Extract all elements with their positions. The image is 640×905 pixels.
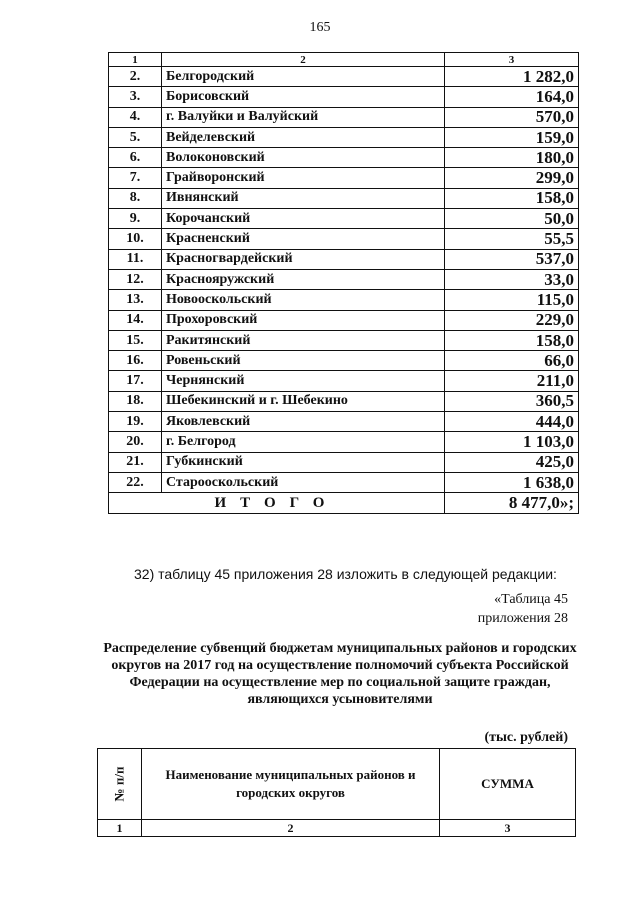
district-name: Старооскольский	[162, 472, 445, 492]
total-row	[109, 493, 579, 513]
section-title: Распределение субвенций бюджетам муниципальных районов и городских округов на 2017 год на осуществление полномочий субъекта Российской Федерации на осуществление мер по социальной защите граждан, являющихся усыновителями	[103, 641, 577, 707]
table-row	[109, 472, 579, 492]
table-row	[109, 67, 579, 87]
row-number: 22.	[109, 472, 162, 492]
district-name: Белгородский	[162, 67, 445, 87]
row-number: 3.	[109, 87, 162, 107]
district-name: Вейделевский	[162, 127, 445, 147]
row-number: 12.	[109, 269, 162, 289]
row-number: 2.	[109, 67, 162, 87]
amount-value: 425,0	[445, 452, 579, 472]
row-number: 17.	[109, 371, 162, 391]
units-label: (тыс. рублей)	[484, 730, 568, 745]
amount-value: 180,0	[445, 148, 579, 168]
table-row	[109, 310, 579, 330]
table-row	[109, 432, 579, 452]
district-name: Губкинский	[162, 452, 445, 472]
table-reference-appendix: приложения 28	[477, 611, 568, 626]
header-sum: СУММА	[440, 749, 576, 820]
amount-value: 537,0	[445, 249, 579, 269]
district-name: Борисовский	[162, 87, 445, 107]
district-name: Ракитянский	[162, 330, 445, 350]
row-number: 10.	[109, 229, 162, 249]
row-number: 4.	[109, 107, 162, 127]
table-row	[109, 107, 579, 127]
amendment-item-text: 32) таблицу 45 приложения 28 изложить в следующей редакции:	[134, 566, 557, 582]
row-number: 9.	[109, 209, 162, 229]
table-row	[109, 330, 579, 350]
row-number: 8.	[109, 188, 162, 208]
table-reference-title: «Таблица 45	[494, 592, 568, 607]
table-row	[109, 290, 579, 310]
district-name: г. Валуйки и Валуйский	[162, 107, 445, 127]
amount-value: 299,0	[445, 168, 579, 188]
district-name: Волоконовский	[162, 148, 445, 168]
district-name: Шебекинский и г. Шебекино	[162, 391, 445, 411]
district-name: Новооскольский	[162, 290, 445, 310]
district-name: Ивнянский	[162, 188, 445, 208]
row-number: 11.	[109, 249, 162, 269]
table-header-row	[109, 53, 579, 67]
row-number: 20.	[109, 432, 162, 452]
total-label: ИТОГО	[109, 493, 445, 513]
amount-value: 33,0	[445, 269, 579, 289]
row-number: 7.	[109, 168, 162, 188]
page-number: 165	[309, 20, 331, 35]
district-name: г. Белгород	[162, 432, 445, 452]
column-index-1: 1	[109, 53, 162, 67]
amount-value: 444,0	[445, 412, 579, 432]
subventions-table	[108, 52, 579, 514]
row-number: 14.	[109, 310, 162, 330]
district-name: Краснояружский	[162, 269, 445, 289]
table-row	[109, 127, 579, 147]
table-row	[109, 391, 579, 411]
district-name: Прохоровский	[162, 310, 445, 330]
index-1: 1	[98, 820, 142, 837]
header-number-label: № п/п	[111, 766, 127, 802]
row-number: 21.	[109, 452, 162, 472]
row-number: 15.	[109, 330, 162, 350]
district-name: Красногвардейский	[162, 249, 445, 269]
column-index-row	[98, 820, 576, 837]
district-name: Красненский	[162, 229, 445, 249]
total-value: 8 477,0»;	[445, 493, 579, 513]
table-row	[109, 249, 579, 269]
row-number: 16.	[109, 351, 162, 371]
amount-value: 229,0	[445, 310, 579, 330]
amount-value: 1 638,0	[445, 472, 579, 492]
table-row	[109, 269, 579, 289]
amount-value: 1 282,0	[445, 67, 579, 87]
table-row	[109, 452, 579, 472]
table-row	[109, 168, 579, 188]
amount-value: 158,0	[445, 330, 579, 350]
amount-value: 66,0	[445, 351, 579, 371]
district-name: Чернянский	[162, 371, 445, 391]
header-district-name: Наименование муниципальных районов и городских округов	[142, 749, 440, 820]
header-number	[98, 749, 142, 820]
row-number: 13.	[109, 290, 162, 310]
new-table-header	[97, 748, 576, 837]
row-number: 18.	[109, 391, 162, 411]
amount-value: 164,0	[445, 87, 579, 107]
table-row	[109, 351, 579, 371]
table-reference	[478, 590, 568, 628]
table-row	[109, 229, 579, 249]
column-index-3: 3	[445, 53, 579, 67]
index-3: 3	[440, 820, 576, 837]
table-row	[109, 371, 579, 391]
index-2: 2	[142, 820, 440, 837]
amount-value: 55,5	[445, 229, 579, 249]
amount-value: 158,0	[445, 188, 579, 208]
table-row	[109, 209, 579, 229]
table-row	[109, 188, 579, 208]
amount-value: 50,0	[445, 209, 579, 229]
district-name: Ровеньский	[162, 351, 445, 371]
amount-value: 570,0	[445, 107, 579, 127]
amount-value: 115,0	[445, 290, 579, 310]
table-row	[109, 148, 579, 168]
row-number: 19.	[109, 412, 162, 432]
amount-value: 211,0	[445, 371, 579, 391]
district-name: Грайворонский	[162, 168, 445, 188]
row-number: 5.	[109, 127, 162, 147]
district-name: Яковлевский	[162, 412, 445, 432]
table-row	[109, 87, 579, 107]
district-name: Корочанский	[162, 209, 445, 229]
amount-value: 159,0	[445, 127, 579, 147]
column-index-2: 2	[162, 53, 445, 67]
table-row	[109, 412, 579, 432]
row-number: 6.	[109, 148, 162, 168]
amount-value: 1 103,0	[445, 432, 579, 452]
amount-value: 360,5	[445, 391, 579, 411]
